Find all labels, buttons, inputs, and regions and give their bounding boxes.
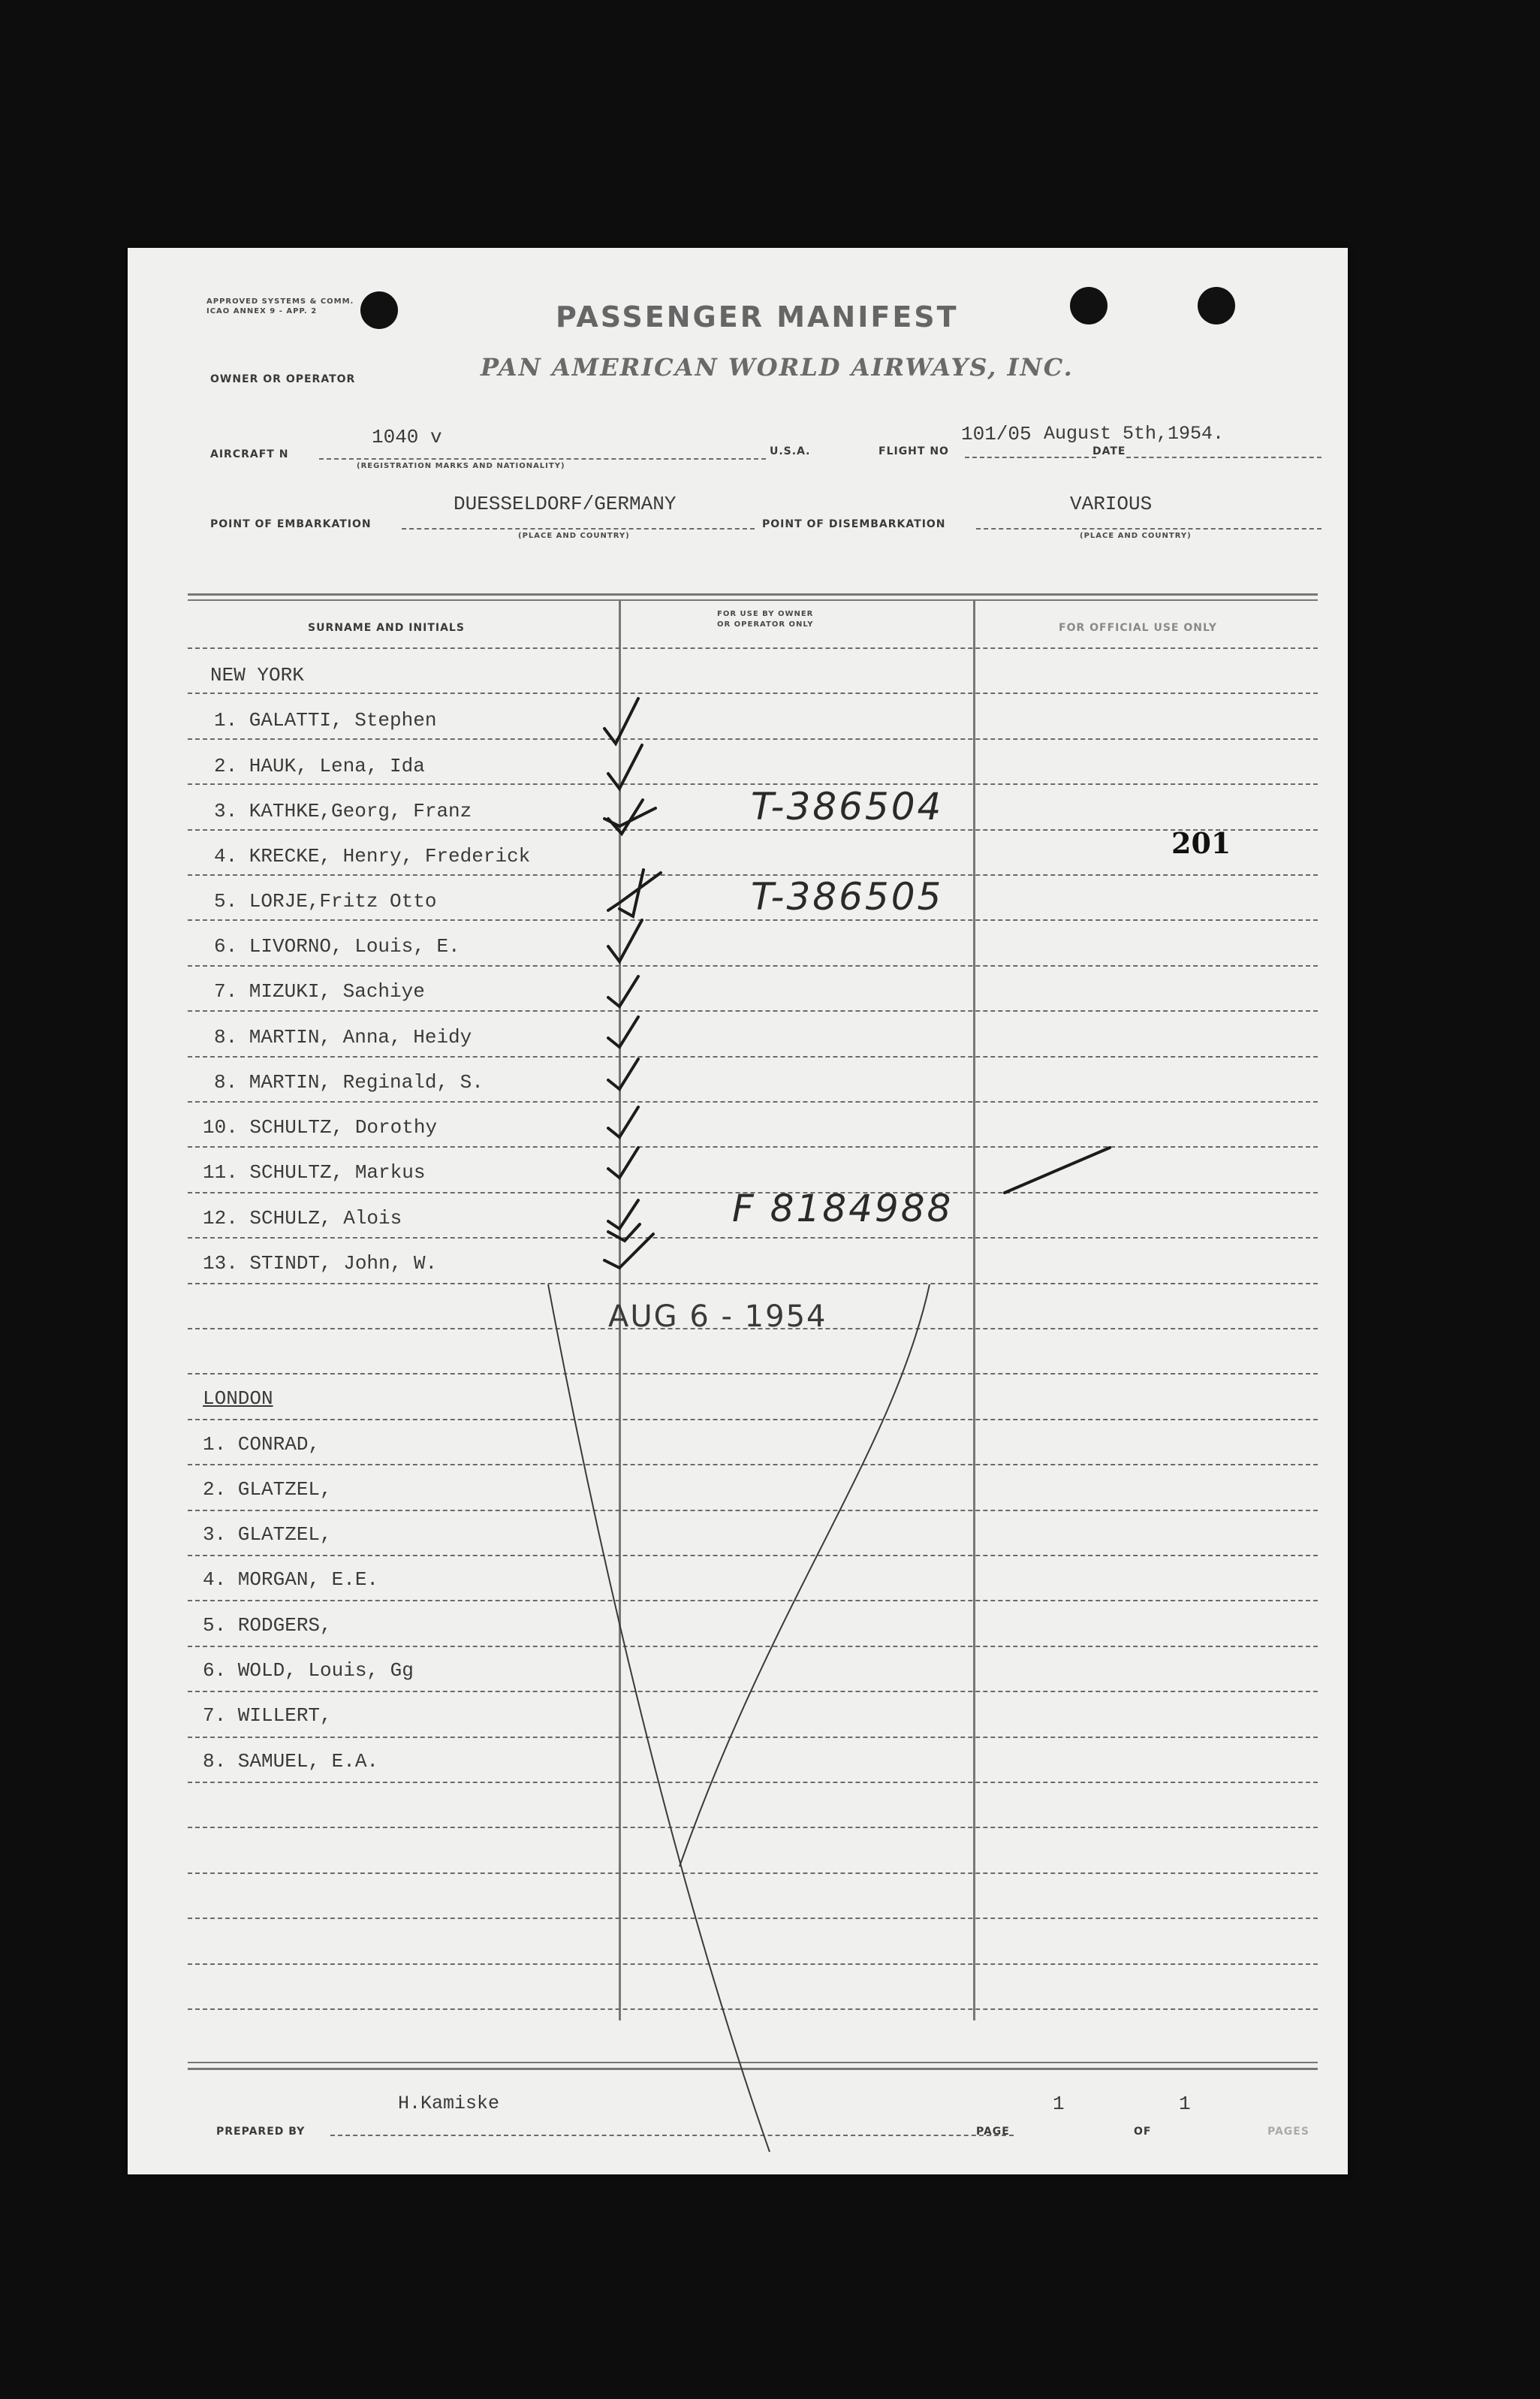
passenger-row-ldn-4: 4. MORGAN, E.E. — [203, 1568, 379, 1591]
registration-caption: (REGISTRATION MARKS AND NATIONALITY) — [357, 462, 565, 470]
form-title: PASSENGER MANIFEST — [556, 300, 959, 333]
check-mark — [604, 1234, 653, 1268]
cancel-stroke-left — [548, 1284, 770, 2152]
passenger-row-ny-4: 4. KRECKE, Henry, Frederick — [214, 845, 531, 868]
passenger-row-ldn-6: 6. WOLD, Louis, Gg — [203, 1659, 414, 1682]
check-mark — [608, 745, 642, 789]
check-mark — [608, 920, 642, 961]
passenger-row-ny-2: 2. HAUK, Lena, Ida — [214, 755, 425, 777]
passenger-row-ny-11: 11. SCHULTZ, Markus — [203, 1161, 426, 1184]
check-mark — [604, 699, 638, 744]
embarkation-label: POINT OF EMBARKATION — [210, 518, 372, 530]
handwritten-note-row-12: F 8184988 — [732, 1187, 954, 1230]
of-value: 1 — [1179, 2093, 1191, 2115]
passenger-row-ny-3: 3. KATHKE,Georg, Franz — [214, 800, 472, 822]
col-header-official: FOR OFFICIAL USE ONLY — [1059, 622, 1217, 634]
passenger-row-ny-7: 7. MIZUKI, Sachiye — [214, 980, 425, 1003]
col-header-owner-1: FOR USE BY OWNER — [717, 610, 814, 618]
disembarkation-value: VARIOUS — [1070, 493, 1153, 515]
passenger-row-ny-5: 5. LORJE,Fritz Otto — [214, 890, 437, 913]
cancel-stroke-right — [680, 1284, 930, 1866]
manifest-sheet — [128, 248, 1348, 2174]
received-date-stamp: AUG 6 - 1954 — [608, 1299, 827, 1334]
passenger-row-ldn-3: 3. GLATZEL, — [203, 1523, 332, 1546]
passenger-row-ny-10: 10. SCHULTZ, Dorothy — [203, 1116, 438, 1139]
handwritten-note-row-5: T-386505 — [751, 875, 944, 919]
passenger-row-ldn-7: 7. WILLERT, — [203, 1704, 332, 1727]
airline-name: PAN AMERICAN WORLD AIRWAYS, INC. — [481, 353, 1074, 382]
page-label: PAGE — [976, 2126, 1010, 2138]
embark-place-caption: (PLACE AND COUNTRY) — [518, 532, 630, 540]
usa-label: U.S.A. — [770, 445, 811, 457]
check-mark — [608, 1200, 638, 1229]
disembarkation-label: POINT OF DISEMBARKATION — [762, 518, 946, 530]
passenger-row-ldn-5: 5. RODGERS, — [203, 1614, 332, 1637]
flight-label: FLIGHT NO — [878, 445, 949, 457]
check-mark — [608, 1148, 638, 1178]
flight-value: 101/05 — [961, 423, 1032, 445]
embarkation-value: DUESSELDORF/GERMANY — [454, 493, 677, 515]
passenger-row-ny-13: 13. STINDT, John, W. — [203, 1252, 438, 1275]
approval-note: APPROVED SYSTEMS & COMM. ICAO ANNEX 9 - APP. 2 — [206, 297, 354, 315]
page-value: 1 — [1053, 2093, 1065, 2115]
check-mark — [608, 1224, 640, 1241]
passenger-row-ny-8: 8. MARTIN, Anna, Heidy — [214, 1026, 472, 1049]
passenger-row-ny-12: 12. SCHULZ, Alois — [203, 1207, 402, 1230]
strike-stroke — [1005, 1148, 1110, 1193]
passenger-row-ldn-8: 8. SAMUEL, E.A. — [203, 1750, 379, 1773]
check-mark — [608, 976, 638, 1006]
official-number-stamp: 201 — [1171, 826, 1231, 860]
prepared-by-label: PREPARED BY — [216, 2126, 306, 2138]
check-mark — [608, 1017, 638, 1047]
aircraft-label: AIRCRAFT N — [210, 448, 289, 460]
handwritten-marks — [128, 248, 1348, 2174]
passenger-row-ldn-1: 1. CONRAD, — [203, 1433, 321, 1456]
disembark-place-caption: (PLACE AND COUNTRY) — [1080, 532, 1192, 540]
section-heading-london: LONDON — [203, 1387, 273, 1410]
passenger-row-ny-9: 8. MARTIN, Reginald, S. — [214, 1071, 484, 1094]
prepared-by-value: H.Kamiske — [398, 2093, 500, 2114]
aircraft-value: 1040 v — [372, 426, 442, 448]
passenger-row-ldn-2: 2. GLATZEL, — [203, 1478, 332, 1501]
handwritten-note-row-3: T-386504 — [751, 785, 944, 828]
owner-label: OWNER OR OPERATOR — [210, 373, 356, 385]
check-mark — [608, 1107, 638, 1137]
pages-label: PAGES — [1267, 2126, 1309, 2138]
date-label: DATE — [1092, 445, 1126, 457]
date-value: August 5th,1954. — [1044, 423, 1225, 445]
passenger-row-ny-6: 6. LIVORNO, Louis, E. — [214, 935, 460, 958]
col-header-surname: SURNAME AND INITIALS — [308, 622, 465, 634]
of-label: OF — [1134, 2126, 1152, 2138]
section-heading-new-york: NEW YORK — [210, 664, 304, 687]
passenger-row-ny-1: 1. GALATTI, Stephen — [214, 709, 437, 732]
col-header-owner-2: OR OPERATOR ONLY — [717, 620, 814, 629]
check-mark — [608, 1059, 638, 1089]
